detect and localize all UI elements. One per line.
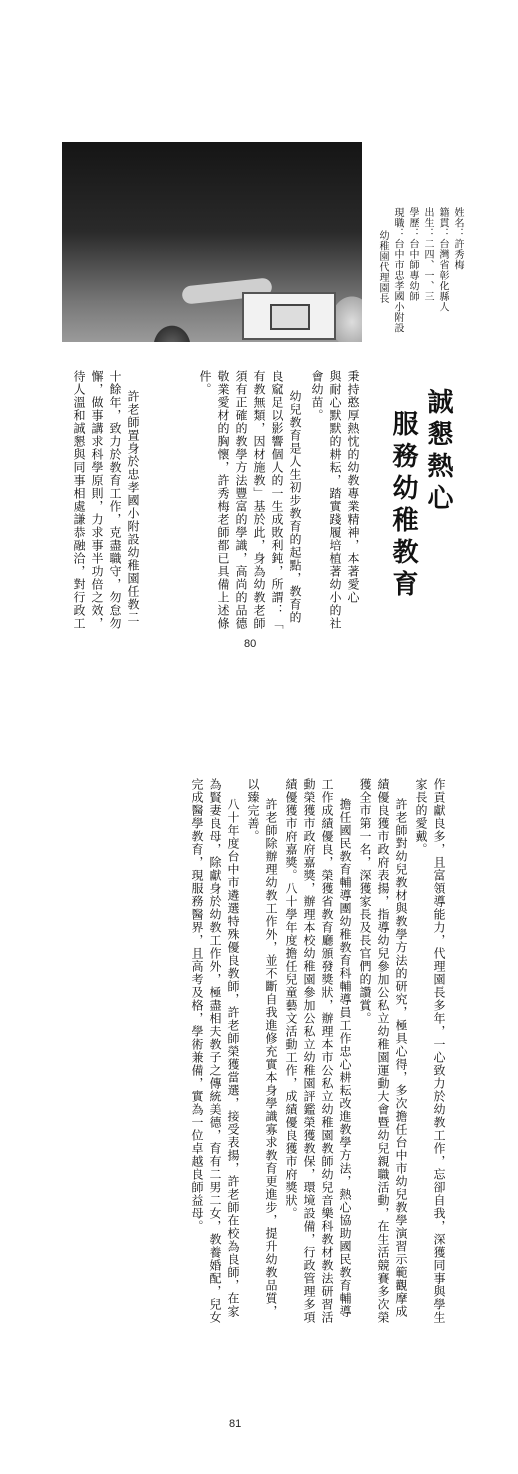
- info-birth: 出生：二四、一、三: [422, 207, 433, 302]
- article-title-line-2: 服務幼稚教育: [388, 410, 418, 602]
- text-column: 獲全市第一名，深獲家長及長官們的讚賞。: [358, 778, 372, 1025]
- text-column: 績優良獲市政府表揚，指導幼兒參加公私立幼稚園運動大會暨幼兒親職活動，在生活競賽多次榮: [376, 778, 390, 1324]
- text-column: 動榮獲市政府嘉獎，辦理本校幼稚園參加公私立幼稚園評鑑榮獲教保，環境設備，行政管理多項: [302, 778, 316, 1324]
- text-column: 完成醫學教育，現服務醫界，且高考及格，學術兼備，實為一位卓越良師益母。: [190, 778, 204, 1233]
- info-position-2: 幼稚園代理園長: [377, 230, 388, 304]
- text-column: 工作成績優良，榮獲省教育廳頒發獎狀，辦理本市公私立幼稚園教師幼兒音樂科教材教法研習活: [320, 778, 334, 1324]
- text-column: 待人溫和誠懇與同事相處謙恭融洽，對行政工: [72, 370, 86, 630]
- text-column: 與耐心默默的耕耘，踏實踐履培植著幼小的社: [328, 370, 342, 630]
- text-column: 績優獲市府嘉獎。八十學年度擔任兒童藝文活動工作，成績優良獲市府獎狀。: [284, 778, 298, 1220]
- text-column: 十餘年，致力於教育工作，克盡職守，勿怠勿: [108, 370, 122, 630]
- text-column: 八十年度台中市遴選特殊優良教師，許老師榮獲當選，接受表揚，許老師在校為良師，在家: [226, 798, 240, 1318]
- text-column: 須有正確的教學方法豐富的學識，高尚的品德: [234, 370, 248, 630]
- info-education: 學歷：台中師專幼師: [407, 207, 418, 302]
- page-number-80: 80: [244, 638, 257, 650]
- text-column: 家長的愛戴。: [414, 778, 428, 856]
- text-column: 擔任國民教育輔導團幼稚教育科輔導員工作忠心耕耘改進教學方法，熱心協助國民教育輔導: [338, 798, 352, 1318]
- text-column: 件。: [198, 370, 212, 396]
- text-column: 秉持憨厚熱忱的幼教專業精神，本著愛心: [346, 370, 360, 604]
- page-number-81: 81: [229, 1418, 242, 1430]
- text-column: 許老師對幼兒教材與教學方法的研究，極具心得，多次擔任台中市幼兒教學演習示範觀摩成: [394, 798, 408, 1318]
- text-column: 敬業愛材的胸懷，許秀梅老師都已具備上述條: [216, 370, 230, 630]
- info-origin: 籍貫：台灣省彰化縣人: [437, 207, 448, 312]
- text-column: 作貢獻良多，且富領導能力，代理園長多年，一心致力於幼教工作，忘卻自我，深獲同事與學生: [432, 778, 446, 1324]
- text-column: 為賢妻良母，除獻身於幼教工作外，極盡相夫教子之傳統美德，育有二男二女，教養婚配，兒女: [208, 778, 222, 1324]
- award-plaque: [242, 292, 336, 340]
- text-column: 有教無類，因材施教」基於此，身為幼教老師: [252, 370, 266, 630]
- article-title-line-1: 誠懇熱心: [423, 388, 453, 516]
- award-photo: [62, 142, 362, 342]
- info-position: 現職：台中市忠孝國小附設: [392, 207, 403, 333]
- text-column: 幼兒教育是人生初步教育的起點，教育的: [288, 390, 302, 624]
- text-column: 良窳足以影響個人的一生成敗利鈍，所謂：「: [270, 370, 284, 630]
- text-column: 許老師置身於忠孝國小附設幼稚園任教二: [126, 390, 140, 624]
- text-column: 以臻完善。: [246, 778, 260, 843]
- text-column: 懈，做事講求科學原則，力求事半功倍之效，: [90, 370, 104, 630]
- info-name: 姓名：許秀梅: [452, 207, 463, 270]
- text-column: 許老師除辦理幼教工作外，並不斷自我進修充實本身學識寡求教育更進步，提升幼教品質，: [264, 798, 278, 1318]
- text-column: 會幼苗。: [310, 370, 324, 422]
